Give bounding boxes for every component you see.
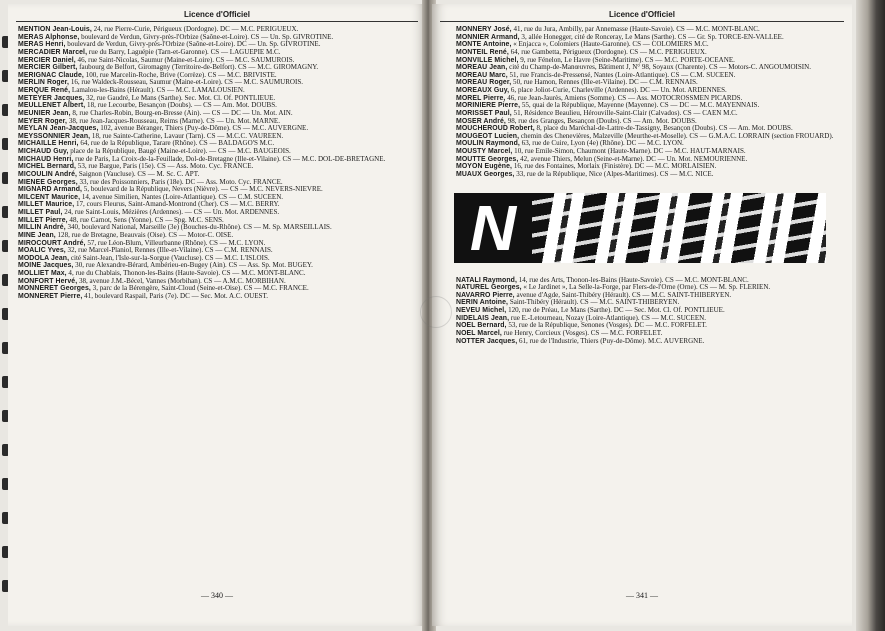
entry-name: MONTEIL René, (456, 48, 509, 56)
entry-name: MEYSSONNIER Jean, (18, 132, 91, 140)
entry-name: MOINE Jacques, (18, 262, 74, 270)
entry-name: MEYER Roger, (18, 117, 68, 125)
entry-details: cité Saint-Jean, l'Isle-sur-la-Sorgue (Vaucluse). CS — M.C. L'ISLOIS. (69, 253, 270, 262)
entry-details: boulevard de Verdun, Givry-près-l'Orbize (Saône-et-Loire). DC — Un. Sp. GIVROTINE. (65, 40, 321, 49)
left-entry-list (8, 22, 426, 301)
entry-name: NAVARRO Pierre, (456, 291, 515, 299)
entry-name: MIGNARD Armand, (18, 186, 83, 194)
entry-details: 38, avenue J.M.-Bécel, Vannes (Morbihan). CS — A.M.C. MORBIHAN. (77, 276, 286, 285)
entry-details: 9, rue Fénelon, Le Havre (Seine-Maritime). CS — M.C. PORTE-OCEANE. (518, 55, 735, 64)
entry-details: 55, quai de la République, Mayenne (Mayenne). CS — DC — M.C. MAYENNAIS. (520, 101, 760, 110)
entry-details: 32, rue Marcel-Planiol, Rennes (Ille-et-Vilaine). CS — C.M. RENNAIS. (65, 246, 273, 255)
entry-name: MOSER André, (456, 117, 506, 125)
entry-name: MILLIN André, (18, 224, 66, 232)
entry-name: MEUNIER Jean, (18, 109, 71, 117)
entry-name: MERLIN Roger, (18, 79, 70, 87)
entry-name: MILCENT Maurice, (18, 193, 81, 201)
entry-details: Lamalou-les-Bains (Hérault). CS — M.C. LAMALOUSIEN. (70, 86, 245, 94)
page-edge-shadow (856, 0, 885, 631)
entry-details: 98, rue des Granges, Besançon (Doubs). CS — Am. Mot. DOUBS. (505, 116, 697, 125)
entry-details: faubourg de Belfort, Giromagny (Territoire-de-Belfort). CS — M.C. GIROMAGNY. (77, 63, 319, 72)
entry-name: MORINIERE Pierre, (456, 102, 521, 110)
entry-details: 46, rue Jean-Jaurès, Amiens (Somme). CS — Ass. MOTOCROSSMEN PICARDS. (505, 93, 743, 102)
entry-details: avenue d'Agde, Saint-Thibéry (Hérault). CS — M.C. SAINT-THIBERYEN. (514, 290, 732, 299)
entry-details: 100, rue Marcelin-Roche, Brive (Corrèze). CS — M.C. BRIVISTE. (83, 70, 277, 79)
entry-details: 24, rue Pierre-Curie, Périgueux (Dordogne). DC — M.C. PERIGUEUX. (91, 25, 299, 33)
entry-name: MEULLENET Albert, (18, 102, 86, 110)
entry-details: 46, rue Saint-Nicolas, Saumur (Maine-et-Loire). CS — M.C. SAUMUROIS. (75, 55, 295, 64)
entry-details: 33, rue des Poissonniers, Paris (18e). DC — Ass. Moto. Cyc. FRANCE. (77, 177, 283, 186)
entry-name: MONFORT Hervé, (18, 277, 78, 285)
entry-details: rue du Barry, Laguépie (Tarn-et-Garonne). CS — LAGUEPIE M.C. (87, 47, 281, 56)
entry-details: Saint-Thibéry (Hérault). CS — M.C. SAINT-THIBERYEN. (508, 298, 680, 307)
entry-details: 50, rue Hamon, Rennes (Ille-et-Vilaine). DC — C.M. RENNAIS. (511, 78, 698, 87)
entry-name: MORISSET Paul, (456, 109, 512, 117)
entry-details: 3, parc de la Bérengère, Saint-Cloud (Seine-et-Oise). CS — M.C. FRANCE. (90, 284, 309, 293)
page-number-left: — 340 — (201, 591, 233, 600)
entry-name: MERQUE René, (18, 87, 71, 94)
entry-details: 5, boulevard de la République, Nevers (Nièvre). — CS — M.C. NEVERS-NIEVRE. (82, 185, 323, 194)
entry-details: place de la République, Baugé (Maine-et-Loire). — CS — M.C. BAUGEOIS. (68, 147, 291, 155)
entry-name: NOEL Marcel, (456, 329, 502, 337)
entry-details: 8, rue Charles-Robin, Bourg-en-Bresse (Ain). — CS — DC — Un. Mot. AIN. (70, 108, 293, 117)
right-entry-list-bottom (432, 273, 852, 346)
entry-name: MOULIN Raymond, (456, 140, 520, 148)
entry-details: 32, rue Gaudré, Le Mans (Sarthe). Sec. Mot. Cl. Of. PONTLIEUE. (84, 93, 276, 102)
entry-details: 30, rue Alexandre-Bérard, Ambérieu-en-Bugey (Ain). CS — Ass. Sp. Mot. BUGEY. (73, 261, 313, 270)
entry-details: 48, rue Carnot, Sens (Yonne). CS — Spg. M.C. SENS. (67, 215, 224, 224)
entry-details: 4, rue du Chablais, Thonon-les-Bains (Haute-Savoie). CS — M.C. MONT-BLANC. (66, 269, 306, 277)
entry-details: 51, Résidence Beaulieu, Hérouville-Saint-Clair (Calvados). CS — CAEN M.C. (511, 108, 738, 117)
entry-name: MOREAU Marc, (456, 71, 508, 79)
entry-name: MERCIER Daniel, (18, 56, 76, 64)
entry-name: MILLET Pierre, (18, 216, 68, 224)
entry-details: « Enjacca », Colomiers (Haute-Garonne). CS — COLOMIERS M.C. (511, 40, 709, 49)
entry-details: 53, rue Bargue, Paris (15e). CS — Ass. Moto. Cyc. FRANCE. (76, 162, 254, 171)
directory-entry (456, 171, 852, 179)
entry-name: MOUSTY Marcel, (456, 148, 513, 155)
entry-details: 3, allée Honegger, cité de Ronceray, Le Mans (Sarthe). CS — Gr. Sp. TORCE-EN-VALLEE. (519, 32, 784, 41)
entry-details: chemin des Chenevières, Malzeville (Meurthe-et-Moselle). CS — G.M.A.C. LORRAIN (section FROUARD). (519, 131, 834, 140)
entry-name: MICHAUD Guy, (18, 148, 69, 155)
entry-details: 340, boulevard National, Marseille (3e) (Bouches-du-Rhône). CS — M. Sp. MARSEILLAIS. (65, 223, 332, 232)
entry-details: Saignon (Vaucluse). CS — M. Sc. C. APT. (77, 169, 200, 178)
entry-name: MENTION Jean-Louis, (18, 26, 92, 33)
entry-name: MOUTTE Georges, (456, 155, 519, 163)
entry-name: MODOLA Jean, (18, 254, 70, 262)
entry-details: rue E.-Letourneau, Nozay (Loire-Atlantique). CS — M.C. SUCEEN. (509, 313, 706, 322)
section-letter-banner (454, 193, 826, 263)
entry-details: 10, rue Emile-Simon, Chaumont (Haute-Marne). DC — M.C. HAUT-MARNAIS. (512, 147, 746, 155)
banner-stripes-overlay (532, 193, 826, 263)
entry-details: cité du Champ-de-Manœuvres, Bâtiment J, N° 98, Soyaux (Charente). CS — Motors-C. ANGOUMOISIN. (507, 63, 812, 72)
entry-details: rue Henry, Corcieux (Vosges). CS — M.C. FORFELET. (501, 328, 663, 337)
entry-name: MOREAUX Guy, (456, 87, 510, 94)
entry-details: 14, avenue Similien, Nantes (Loire-Atlantique). CS — C.M. SUCEEN. (80, 192, 284, 201)
entry-details: 51, rue Francis-de-Pressensé, Nantes (Loire-Atlantique). CS — C.M. SUCEEN. (507, 70, 736, 79)
entry-name: NOEL Bernard, (456, 322, 507, 330)
entry-details: 120, rue de Préau, Le Mans (Sarthe). DC — Sec. Mot. Cl. Of. PONTLIEUE. (506, 306, 725, 314)
entry-details: 33, rue de la République, Nice (Alpes-Maritimes). CS — M.C. NICE. (514, 169, 714, 178)
entry-name: MOREL Pierre, (456, 94, 506, 102)
right-entry-list-top (432, 22, 852, 179)
section-letter: N (469, 192, 517, 263)
entry-name: MUAUX Georges, (456, 170, 515, 178)
entry-name: MILLET Maurice, (18, 201, 75, 209)
entry-name: MONNERET Pierre, (18, 292, 83, 300)
entry-name: MOREAU Roger, (456, 79, 512, 87)
entry-details: 64, rue de la République, Tarare (Rhône). CS — BALDAGO'S M.C. (78, 139, 275, 148)
entry-details: 8, place du Maréchal-de-Lattre-de-Tassigny, Besançon (Doubs). CS — Am. Mot. DOUBS. (534, 124, 793, 133)
right-page (432, 4, 852, 626)
entry-name: MICOULIN André, (18, 170, 78, 178)
entry-name: MERAS Alphonse, (18, 33, 80, 41)
entry-name: MICHEL Bernard, (18, 163, 77, 171)
banner-letter-block (454, 193, 532, 263)
entry-details: 38, rue Jean-Jacques-Rousseau, Reims (Marne). CS — Un. Mot. MARNE. (67, 116, 281, 125)
entry-name: MONVILLE Michel, (456, 56, 519, 64)
entry-name: MONNIER Armand, (456, 33, 520, 41)
entry-name: MERCADIER Marcel, (18, 48, 88, 56)
entry-name: MOREAU Jean, (456, 64, 508, 72)
entry-name: NATUREL Georges, (456, 284, 522, 292)
entry-details: 53, rue de la République, Senones (Vosges). DC — M.C. FORFELET. (506, 321, 707, 330)
running-head-right: Licence d'Officiel (440, 4, 844, 22)
entry-name: MOLLIET Max, (18, 270, 67, 277)
left-page (8, 4, 426, 626)
page-number-right: — 341 — (626, 591, 658, 600)
entry-details: 128, rue de Bretagne, Beauvais (Oise). CS — Motor-C. OISE. (55, 230, 234, 239)
entry-name: MERIGNAC Claude, (18, 71, 84, 79)
entry-details: 17, cours Fleurus, Saint-Amand-Montrond (Cher). CS — M.C. BERRY. (74, 200, 280, 209)
entry-name: MOALIC Yves, (18, 247, 66, 255)
entry-name: MERAS Henri, (18, 41, 66, 49)
entry-details: 63, rue de Cuire, Lyon (4e) (Rhône). DC — M.C. LYON. (519, 139, 684, 148)
entry-details: 42, avenue Thiers, Melun (Seine-et-Marne). DC — Un. Mot. NEMOURIENNE. (518, 154, 748, 163)
entry-name: MOUGEOT Lucien, (456, 132, 520, 140)
directory-entry (18, 293, 426, 301)
entry-name: MICHAILLE Henri, (18, 140, 79, 148)
entry-name: MONTE Antoine, (456, 41, 512, 49)
entry-name: MINE Jean, (18, 231, 56, 239)
entry-details: 41, rue du Jura, Ambilly, par Annemasse (Haute-Savoie). CS — M.C. MONT-BLANC. (511, 25, 760, 33)
entry-name: MIROCOURT André, (18, 239, 86, 247)
entry-name: MIENEE Georges, (18, 178, 78, 186)
entry-details: 64, rue Gambetta, Périgueux (Dordogne). CS — M.C. PERIGUEUX. (508, 47, 707, 56)
entry-details: 41, boulevard Raspail, Paris (7e). DC — Sec. Mot. A.C. OUEST. (82, 291, 269, 300)
entry-details: 16, rue des Fontaines, Morlaix (Finistère). DC — M.C. MORLAISIEN. (512, 162, 717, 171)
entry-details: 18, rue Sainte-Catherine, Lavaur (Tarn). CS — M.C.C. VAUREEN. (90, 131, 284, 140)
entry-details: 61, rue de l'Industrie, Thiers (Puy-de-Dôme). M.C. AUVERGNE. (517, 336, 705, 345)
entry-details: 102, avenue Béranger, Thiers (Puy-de-Dôme). CS — M.C. AUVERGNE. (98, 124, 309, 133)
directory-entry (456, 338, 852, 346)
entry-name: MONNERY José, (456, 26, 512, 33)
faint-stamp-mark (420, 296, 452, 328)
entry-name: MILLET Paul, (18, 209, 63, 216)
entry-name: METEYER Jacques, (18, 94, 85, 102)
entry-details: 16, rue Waldeck-Rousseau, Saumur (Maine-et-Loire). CS — M.C. SAUMUROIS. (69, 78, 304, 87)
entry-name: NATALI Raymond, (456, 276, 517, 284)
entry-details: boulevard de Verdun, Givry-près-l'Orbize (Saône-et-Loire). CS — Un. Sp. GIVROTINE. (79, 32, 334, 41)
entry-name: MOUCHEROUD Robert, (456, 125, 535, 133)
entry-details: 24, rue Saint-Louis, Mézières (Ardennes). — CS — Un. Mot. ARDENNES. (62, 208, 280, 216)
entry-details: 6, place Joliot-Curie, Charleville (Ardennes). DC — Un. Mot. ARDENNES. (509, 86, 727, 94)
entry-name: MEYLAN Jean-Jacques, (18, 125, 99, 133)
entry-name: NEVEU Michel, (456, 307, 507, 314)
entry-name: NERIN Antoine, (456, 299, 509, 307)
entry-details: 18, rue Lecourbe, Besançon (Doubs). — CS — Am. Mot. DOUBS. (85, 101, 277, 110)
entry-details: 57, rue Léon-Blum, Villeurbanne (Rhône). CS — M.C. LYON. (85, 238, 266, 247)
entry-details: « Le Jardinet », La Selle-la-Forge, par Flers-de-l'Orne (Orne). CS — M. Sp. FLERIEN. (521, 283, 771, 292)
entry-name: NIDELAIS Jean, (456, 314, 510, 322)
entry-details: 14, rue des Arts, Thonon-les-Bains (Haute-Savoie). CS — M.C. MONT-BLANC. (516, 275, 749, 284)
entry-details: rue de Paris, La Croix-de-la-Feuillade, Dol-de-Bretagne (Ille-et-Vilaine). CS — M.C. DOL-DE-BRETAGNE. (73, 154, 386, 163)
running-head-left: Licence d'Officiel (16, 4, 418, 22)
entry-name: NOTTER Jacques, (456, 337, 518, 345)
entry-name: MOYON Eugène, (456, 163, 513, 171)
entry-name: MERCIER Gilbert, (18, 64, 78, 72)
entry-name: MICHAUD Henri, (18, 155, 74, 163)
entry-name: MONNERET Georges, (18, 285, 91, 293)
